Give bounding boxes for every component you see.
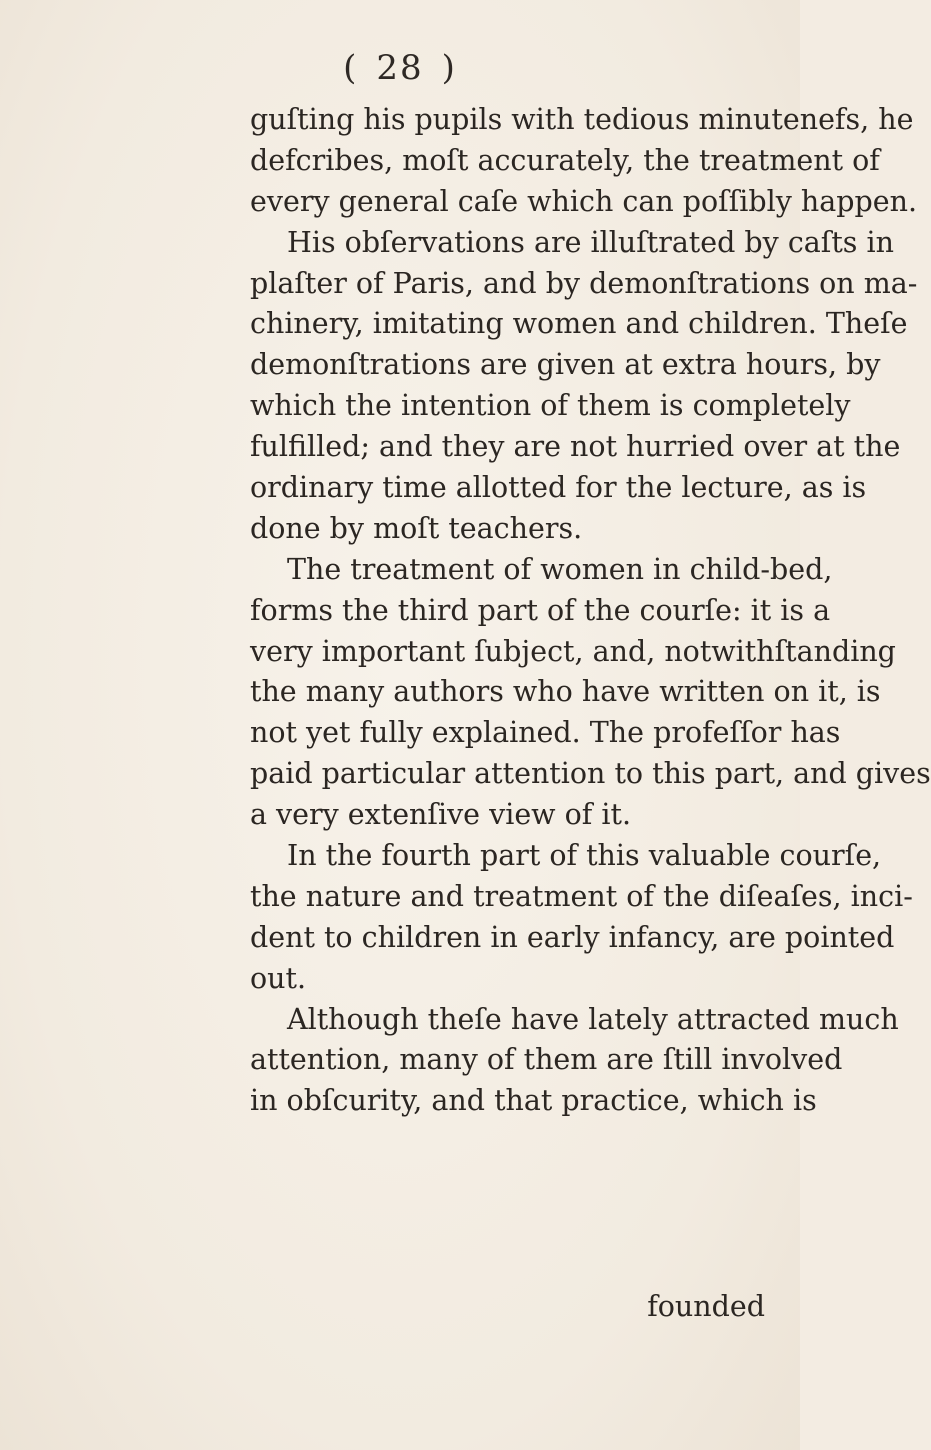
text-line: plaſter of Paris, and by demonſtrations on ma- [250,266,918,300]
catchword: founded [647,1290,765,1323]
text-line: forms the third part of the courſe: it is a [250,593,831,627]
text-line: out. [250,961,307,995]
text-line: His obſervations are illuſtrated by caſts in [287,225,894,259]
page-header [0,48,800,88]
text-line: defcribes, moſt accurately, the treatment of [250,143,880,177]
text-line: The treatment of women in child-bed, [287,552,833,586]
text-line: ordinary time allotted for the lecture, as is [250,471,867,505]
text-line: every general caſe which can poſſibly happen. [250,184,918,218]
text-line: the many authors who have written on it, is [250,675,881,709]
text-line: the nature and treatment of the diſeaſes, inci- [250,879,913,913]
text-line: attention, many of them are ſtill involved [250,1043,843,1077]
text-line: fulfilled; and they are not hurried over at the [250,430,901,464]
text-line: which the intention of them is completely [250,389,851,423]
page-number: 28 [376,48,424,88]
header-close-paren: ) [441,48,457,88]
text-line: chinery, imitating women and children. Theſe [250,307,908,341]
text-line: a very extenſive view of it. [250,798,632,832]
text-line: paid particular attention to this part, and gives [250,757,931,791]
text-line: In the fourth part of this valuable courſe, [287,839,882,873]
header-open-paren: ( [343,48,359,88]
text-line: guſting his pupils with tedious minutenefs, he [250,103,914,136]
text-line: very important ſubject, and, notwithſtanding [250,634,896,668]
body-text [250,100,931,1122]
text-line: demonſtrations are given at extra hours, by [250,348,881,382]
text-line: done by moſt teachers. [250,511,583,545]
text-line: Although theſe have lately attracted much [287,1002,899,1036]
text-line: in obſcurity, and that practice, which is [250,1084,817,1118]
text-line: not yet fully explained. The profeſſor has [250,716,841,750]
text-line: dent to children in early infancy, are pointed [250,920,895,954]
